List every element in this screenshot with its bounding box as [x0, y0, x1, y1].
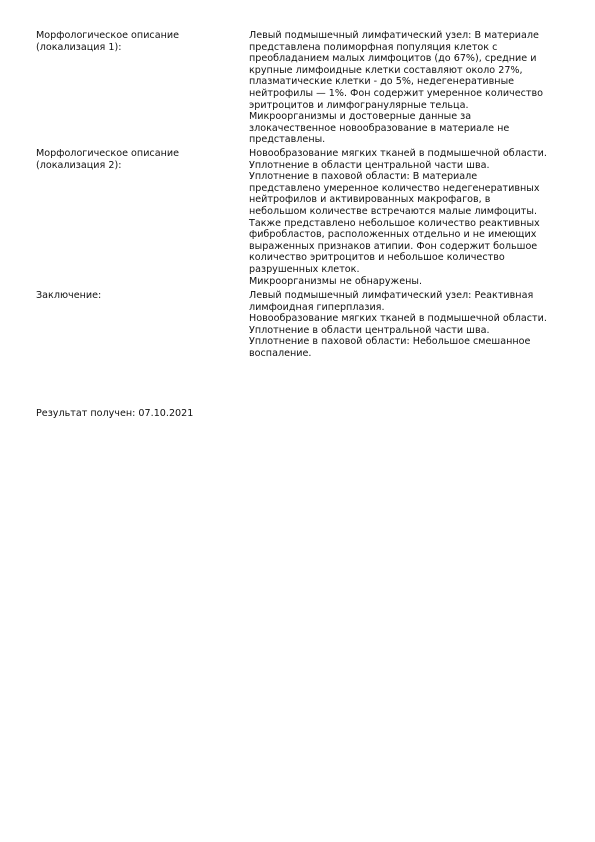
description-paragraph: Левый подмышечный лимфатический узел: В материале представлена полиморфная популяция клеток с преобладанием малых лимфоцитов (до 67%), средние и крупные лимфоидные клетки составляют около 27%, плазматические клетки - до 5%, недегенеративные нейтрофилы — 1%. Фон содержит умеренное количество эритроцитов и лимфогранулярные тельца. Микроорганизмы и достоверные данные за злокачественное новообразование в материале не представлены.	[249, 30, 544, 146]
morphology-location-2-value	[249, 148, 569, 287]
conclusion-paragraph: Уплотнение в области центральной части шва.	[249, 324, 490, 336]
conclusion-row	[0, 290, 595, 370]
conclusion-paragraph: Левый подмышечный лимфатический узел: Реактивная лимфоидная гиперплазия.	[249, 290, 534, 313]
description-paragraph: Уплотнение в области центральной части шва.	[249, 159, 490, 171]
result-date: Результат получен: 07.10.2021	[36, 408, 194, 419]
conclusion-value	[249, 290, 569, 360]
morphology-location-1-value	[249, 30, 569, 146]
description-paragraph: Микроорганизмы не обнаружены.	[249, 275, 422, 287]
conclusion-paragraph: Уплотнение в паховой области: Небольшое смешанное воспаление.	[249, 336, 531, 359]
conclusion-paragraph: Новообразование мягких тканей в подмышечной области.	[249, 313, 547, 325]
description-paragraph: Уплотнение в паховой области: В материале представлено умеренное количество недегенеративных нейтрофилов и активированных макрофагов, в небольшом количестве встречаются малые лимфоциты. Также представлено небольшое количество реактивных фибробластов, расположенных отдельно и не имеющих выраженных признаков атипии. Фон содержит большое количество эритроцитов и небольшое количество разрушенных клеток.	[249, 171, 540, 275]
conclusion-label: Заключение:	[36, 290, 102, 301]
morphology-location-1-label: Морфологическое описание (локализация 1):	[36, 30, 179, 53]
morphology-location-2-row	[0, 148, 595, 288]
morphology-location-1-row	[0, 30, 595, 146]
description-paragraph: Новообразование мягких тканей в подмышечной области.	[249, 148, 547, 159]
morphology-location-2-label: Морфологическое описание (локализация 2):	[36, 148, 179, 171]
